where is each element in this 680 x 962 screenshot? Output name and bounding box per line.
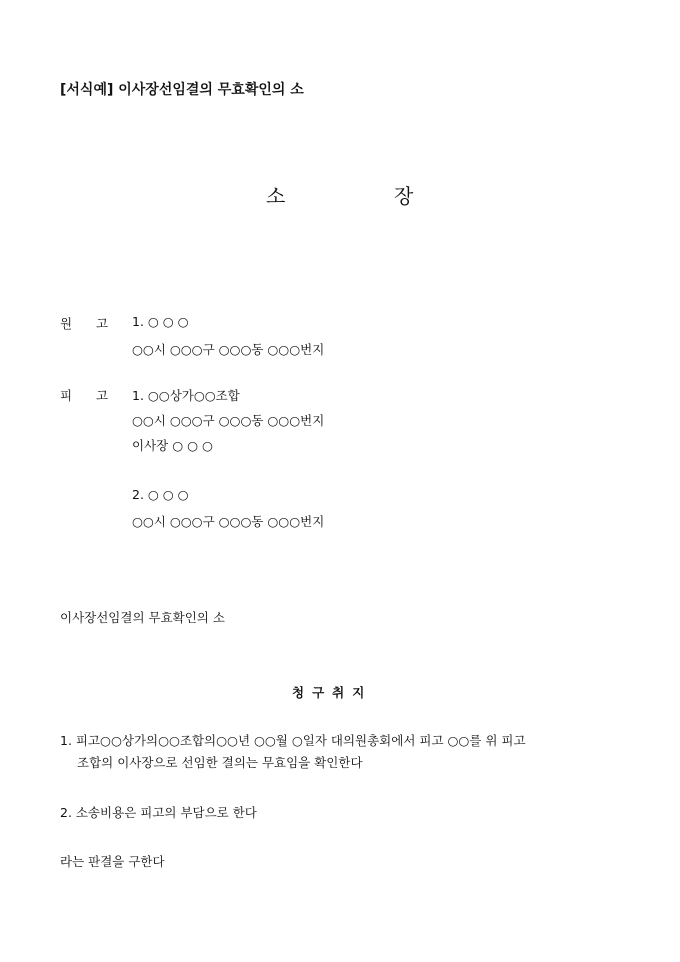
plaintiff-name: 1. ○ ○ ○	[132, 314, 189, 329]
defendant-label: 피 고	[60, 388, 109, 403]
claim-section-title: 청 구 취 지	[292, 685, 367, 700]
form-heading: [서식예] 이사장선임결의 무효확인의 소	[60, 82, 304, 98]
plaintiff-address: ○○시 ○○○구 ○○○동 ○○○번지	[132, 342, 325, 357]
claim-item-1: 1. 피고○○상가의○○조합의○○년 ○○월 ○일자 대의원총회에서 피고 ○○를 위 피고 조합의 이사장으로 선임한 결의는 무효임을 확인한다	[60, 733, 526, 770]
plaintiff-label: 원 고	[60, 316, 109, 331]
claim-conclusion: 라는 판결을 구한다	[60, 854, 165, 869]
title-char-1: 소	[266, 184, 286, 208]
case-title: 이사장선임결의 무효확인의 소	[60, 610, 225, 625]
defendant-1-address: ○○시 ○○○구 ○○○동 ○○○번지	[132, 413, 325, 428]
defendant-1-representative: 이사장 ○ ○ ○	[132, 438, 213, 453]
title-char-2: 장	[394, 184, 414, 208]
defendant-2-name: 2. ○ ○ ○	[132, 487, 189, 502]
claim-item-2: 2. 소송비용은 피고의 부담으로 한다	[60, 805, 257, 820]
defendant-2-address: ○○시 ○○○구 ○○○동 ○○○번지	[132, 514, 325, 529]
defendant-1-name: 1. ○○상가○○조합	[132, 388, 240, 403]
